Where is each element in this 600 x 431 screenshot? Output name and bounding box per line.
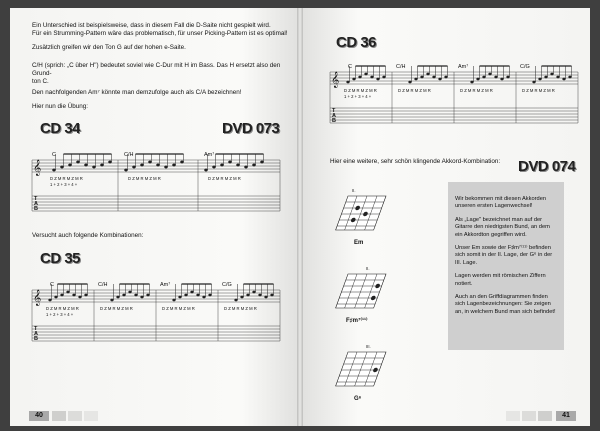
footer-square <box>522 411 536 421</box>
ex3-pick-2: D Z M R M Z M R <box>398 88 431 93</box>
ex3-chord-1: C <box>348 64 352 70</box>
diagram-position: II. <box>366 266 370 271</box>
para-5: Hier nun die Übung: <box>32 103 89 110</box>
para-3 <box>32 62 294 86</box>
dvd-track-logo-073: DVD 073 <box>222 120 280 137</box>
dvd-track-logo-074: DVD 074 <box>518 158 576 175</box>
page-number-right: 41 <box>556 411 576 421</box>
info-box <box>448 182 564 350</box>
ex2-pick-2: D Z M R M Z M R <box>100 306 133 311</box>
ex1-chord-3: Am⁷ <box>204 152 215 158</box>
ex3-chord-4: C/G <box>520 64 530 70</box>
ex1-notes <box>52 154 263 171</box>
ex3-pick-1: D Z M R M Z M R <box>344 88 377 93</box>
ex3-pick-3: D Z M R M Z M R <box>460 88 493 93</box>
diagram-name: F♯m⁷⁽¹¹⁾ <box>346 318 368 324</box>
page-number-left: 40 <box>29 411 49 421</box>
ex2-chord-1: C <box>50 282 54 288</box>
footer-square <box>506 411 520 421</box>
chord-diagram-g6 <box>326 340 406 410</box>
ex2-pick-3: D Z M R M Z M R <box>162 306 195 311</box>
ex3-chord-2: C/H <box>396 64 406 70</box>
intro-line-1: Ein Unterschied ist beispielsweise, dass in diesem Fall die D-Saite nicht gespielt wird. <box>32 22 271 29</box>
diagram-name: Em <box>354 240 364 246</box>
para-2: Zusätzlich greifen wir den Ton G auf der hohen e-Saite. <box>32 44 186 51</box>
ex1-pick-2: D Z M R M Z M R <box>128 176 161 181</box>
right-para-1: Hier eine weitere, sehr schön klingende Akkord-Kombination: <box>330 158 501 165</box>
svg-text:𝄞: 𝄞 <box>33 290 42 306</box>
cd-track-logo-36: CD 36 <box>336 34 377 51</box>
ex1-pick-3: D Z M R M Z M R <box>208 176 241 181</box>
tab-letter-b: B <box>34 206 38 212</box>
info-para-5: Auch an den Griffdiagrammen finden sich Lagenbezeichnungen: Sie zeigen an, in welchem Bund man sich befindet! <box>455 294 556 315</box>
ex3-chord-3: Am⁷ <box>458 64 469 70</box>
tab-letter-t: T <box>332 108 336 114</box>
ex1-chord-1: C <box>52 152 56 158</box>
footer-square <box>538 411 552 421</box>
ex2-chord-3: Am⁷ <box>160 282 171 288</box>
book-spread <box>10 8 590 426</box>
cd-track-logo-34: CD 34 <box>40 120 81 137</box>
chord-diagram-fsharp-m7-11 <box>326 262 406 332</box>
tab-letter-b: B <box>332 118 336 124</box>
info-para-2: Als „Lage" bezeichnet man auf der Gitarre den niedrigsten Bund, an dem ein Akkordton gegriffen wird. <box>455 216 550 238</box>
ex2-pick-1: D Z M R M Z M R <box>46 306 79 311</box>
ex2-pick-4: D Z M R M Z M R <box>224 306 257 311</box>
ex2-counts: 1 + 2 + 3 + 4 + <box>46 312 74 317</box>
ex2-chord-4: C/G <box>222 282 232 288</box>
ex1-tab-letters <box>34 196 38 212</box>
chord-diagram-em <box>326 184 406 254</box>
ex3-pick-4: D Z M R M Z M R <box>522 88 555 93</box>
svg-text:𝄞: 𝄞 <box>331 72 340 88</box>
para-3-line-2: ton C. <box>32 78 49 86</box>
svg-text:𝄞: 𝄞 <box>33 160 42 176</box>
ex1-counts: 1 + 2 + 3 + 4 + <box>50 182 78 187</box>
info-box-text <box>455 196 559 316</box>
footer-square <box>52 411 66 421</box>
tab-letter-b: B <box>34 336 38 342</box>
info-para-4: Lagen werden mit römischen Ziffern notiert. <box>455 273 546 287</box>
footer-square <box>84 411 98 421</box>
footer-square <box>68 411 82 421</box>
ex3-counts: 1 + 2 + 3 + 4 + <box>344 94 372 99</box>
right-page <box>300 8 590 426</box>
ex2-tab-letters <box>34 326 38 342</box>
tab-letter-a: A <box>332 113 336 119</box>
cd-track-logo-35: CD 35 <box>40 250 81 267</box>
intro-line-2: Für ein Strumming-Pattern wäre das problematisch, für unser Picking-Pattern ist es optimal! <box>32 30 288 38</box>
info-para-3: Unser Em sowie der F♯m⁷⁽¹¹⁾ befinden sich somit in der II. Lage, der G⁶ in der III. Lage. <box>455 245 553 266</box>
book-spine <box>297 8 303 426</box>
ex3-tab-letters <box>332 108 336 124</box>
para-6: Versucht auch folgende Kombinationen: <box>32 232 144 239</box>
ex1-pick-1: D Z M R M Z M R <box>50 176 83 181</box>
left-page <box>10 8 300 426</box>
ex2-chord-2: C/H <box>98 282 108 288</box>
info-para-1: Wir bekommen mit diesen Akkorden unseren ersten Lagenwechsel! <box>455 196 547 210</box>
ex1-chord-2: C/H <box>124 152 134 158</box>
tab-letter-a: A <box>34 331 38 337</box>
exercise-3-notation <box>326 60 582 136</box>
exercise-2-notation <box>28 278 284 354</box>
tab-letter-a: A <box>34 201 38 207</box>
diagram-position: II. <box>352 188 356 193</box>
exercise-1-notation <box>28 148 284 224</box>
tab-letter-t: T <box>34 196 38 202</box>
tab-letter-t: T <box>34 326 38 332</box>
para-4: Den nachfolgenden Am⁷ könnte man demzufolge auch als C/A bezeichnen! <box>32 89 242 96</box>
diagram-position: III. <box>366 344 371 349</box>
para-3-line-1: C/H (sprich: „C über H") bedeutet soviel wie C-Dur mit H im Bass. Das H ersetzt also den Grund- <box>32 62 281 78</box>
diagram-name: G⁶ <box>354 396 362 402</box>
intro-text <box>32 22 294 38</box>
